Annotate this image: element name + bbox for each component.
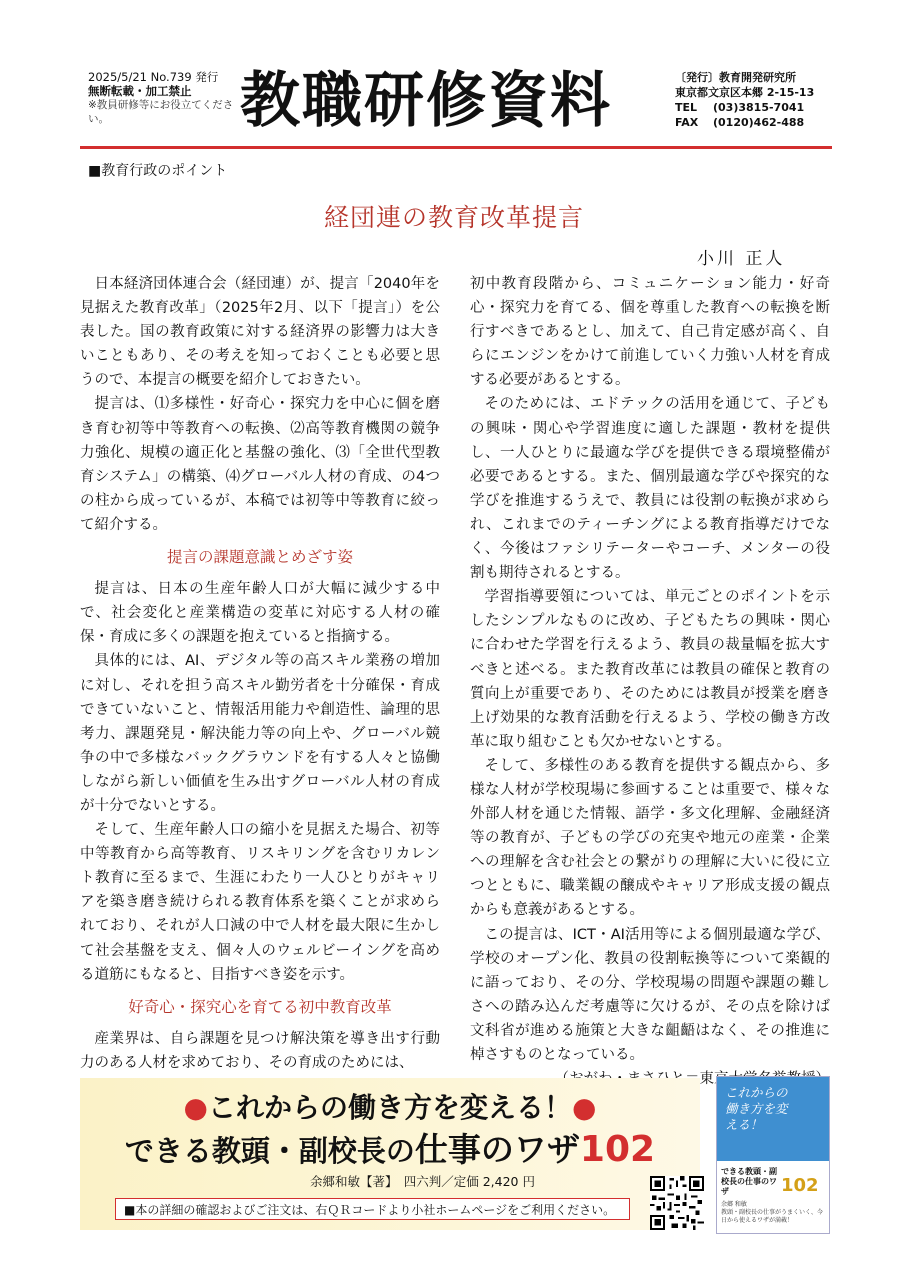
book-cover-tagline <box>721 1201 825 1225</box>
article-column-right <box>470 272 830 1091</box>
header-meta <box>88 70 238 126</box>
paragraph: そして、生産年齢人口の縮小を見据えた場合、初等中等教育から高等教育、リスキリングを含むリカレント教育に至るまで、生涯にわたり一人ひとりがキャリアを築き磨き続けられる教育体系を築くことが求められており、それが人口減の中で人材を最大限に生かして社会基盤を支え、個々人のウェルビーイングを高める道筋にもなると、目指すべき姿を示す。 <box>80 822 440 983</box>
subheading: 提言の課題意識とめざす姿 <box>166 548 353 567</box>
tel-label: TEL <box>675 101 698 114</box>
book-title-number: 102 <box>579 1129 656 1170</box>
fax-number: (0120)462-488 <box>713 116 805 129</box>
fax-label: FAX <box>675 116 699 129</box>
ad-headline-text: これからの働き方を変える！ <box>207 1091 572 1124</box>
paragraph: 具体的には、AI、デジタル等の高スキル業務の増加に対し、それを担う高スキル勤労者を十分確保・育成できていないこと、情報活用能力や創造性、論理的思考力、課題発見・解決能力等の向上や、グローバル競争の中で多様なバックグラウンドを有する人々と協働しながら新しい価値を生み出すグローバル人材の育成が十分でないとする。 <box>80 653 440 814</box>
publisher-info <box>675 70 814 130</box>
qr-code-icon[interactable] <box>650 1176 704 1230</box>
book-cover-subtitle: できる教頭・副校長の仕事のワザ <box>721 1167 777 1196</box>
book-cover-author: 余郷 和敏 <box>721 1201 747 1208</box>
book-cover-image[interactable] <box>716 1076 830 1234</box>
paragraph: この提言は、ICT・AI活用等による個別最適な学び、学校のオープン化、教員の役割転換等について楽観的に語っており、その分、学校現場の問題や課題の難しさへの踏み込んだ考慮等に欠けるが、その点を除けば文科省が進める施策と大きな齟齬はなく、その推進に棹さすものとなっている。 <box>470 926 830 1063</box>
subheading: 好奇心・探究心を育てる初中教育改革 <box>128 997 392 1016</box>
publisher-name: 〔発行〕教育開発研究所 <box>675 71 796 84</box>
book-cover-number: 102 <box>781 1175 819 1196</box>
paragraph: 産業界は、自ら課題を見つけ解決策を導き出す行動力のある人材を求めており、その育成のためには、 <box>80 1030 440 1071</box>
masthead: 教職研修資料 <box>240 66 612 136</box>
issue-line: 2025/5/21 No.739 発行 <box>88 70 219 84</box>
ad-book-title <box>80 1124 700 1171</box>
article-author: 小川 正人 <box>697 249 786 269</box>
paragraph: そのためには、エドテックの活用を通じて、子どもの興味・関心や学習進度に適した課題・教材を提供し、一人ひとりに最適な学びを提供できる環境整備が必要であるとする。また、個別最適な学びや探究的な学びを推進するうえで、教員には役割の転換が求められ、これまでのティーチングによる教育指導だけでなく、今後はファシリテーターやコーチ、メンターの役割も期待されるとする。 <box>470 396 830 582</box>
paragraph: 提言は、日本の生産年齢人口が大幅に減少する中で、社会変化と産業構造の変革に対応する人材の確保・育成に多くの課題を抱えていると指摘する。 <box>80 581 440 646</box>
ad-author-price: 余郷和敏【著】 四六判／定価 2,420 円 <box>310 1174 535 1189</box>
ad-headline <box>80 1086 700 1126</box>
book-ad-banner[interactable] <box>80 1078 700 1230</box>
article-column-left <box>80 272 440 1075</box>
bullet-dot-icon: ● <box>572 1091 597 1124</box>
usage-note: ※教員研修等にお役立てください。 <box>88 99 234 125</box>
book-title-main: 仕事のワザ <box>414 1130 580 1169</box>
paragraph: そして、多様性のある教育を提供する観点から、多様な人材が学校現場に参画することは重要で、様々な外部人材を通じた情報、語学・多文化理解、金融経済等の教育が、子どもの学びの充実や地元の産業・企業への理解を含む社会との繋がりの理解に大いに役に立つとともに、職業観の醸成やキャリア形成支援の観点からも意義があるとする。 <box>470 757 830 919</box>
ad-order-notice: ■本の詳細の確認およびご注文は、右ＱＲコードより小社ホームページをご利用ください。 <box>115 1198 630 1220</box>
bullet-dot-icon: ● <box>183 1091 208 1124</box>
paragraph: 日本経済団体連合会（経団連）が、提言「2040年を見据えた教育改革」（2025年2月、以下「提言」）を公表した。国の教育政策に対する経済界の影響力は大きいこともあり、その考えを知っておくことも必要と思うので、本提言の概要を紹介しておきたい。 <box>80 276 440 389</box>
publisher-address: 東京都文京区本郷 2-15-13 <box>675 86 815 99</box>
copyright-notice: 無断転載・加工禁止 <box>88 84 192 98</box>
header-divider <box>80 146 832 149</box>
article-title: 経団連の教育改革提言 <box>323 203 584 232</box>
paragraph: 提言は、⑴多様性・好奇心・探究力を中心に個を磨き育む初等中等教育への転換、⑵高等教育機関の競争力強化、規模の適正化と基盤の強化、⑶「全世代型教育システム」の構築、⑷グローバル人材の育成、の4つの柱から成っているが、本稿では初等中等教育に絞って紹介する。 <box>80 396 440 533</box>
paragraph: 学習指導要領については、単元ごとのポイントを示したシンプルなものに改め、子どもたちの興味・関心に合わせた学習を行えるよう、教員の裁量幅を拡大すべきと述べる。また教育改革には教員の確保と教育の質向上が重要であり、そのためには教員が授業を磨き上げ効果的な教育活動を行えるよう、学校の働き方改革に取り組むことも欠かせないとする。 <box>470 589 830 750</box>
book-cover-title: これからの働き方を変える！ <box>725 1085 788 1132</box>
book-title-prefix: できる教頭・副校長の <box>124 1134 415 1168</box>
paragraph: 初中教育段階から、コミュニケーション能力・好奇心・探究力を育てる、個を尊重した教育への転換を断行すべきであるとし、加えて、自己肯定感が高く、自らにエンジンをかけて前進していく力強い人材を育成する必要があるとする。 <box>470 276 830 389</box>
book-cover-tagline-text: 教頭・副校長の仕事がうまくいく、今日から使えるワザが満載！ <box>721 1209 823 1224</box>
tel-number: (03)3815-7041 <box>713 101 805 114</box>
section-label: ■教育行政のポイント <box>88 163 228 179</box>
